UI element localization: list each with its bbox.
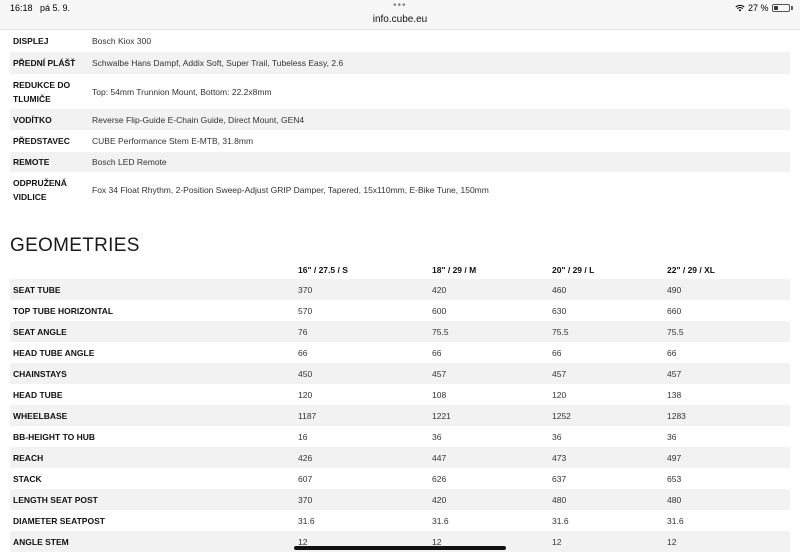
geometry-value: 31.6 <box>667 515 684 526</box>
geometry-value: 66 <box>298 347 308 358</box>
geometries-heading: GEOMETRIES <box>10 235 140 256</box>
geometry-value: 426 <box>298 452 313 463</box>
geometry-label: ANGLE STEM <box>13 536 69 547</box>
geometry-label: LENGTH SEAT POST <box>13 494 98 505</box>
geometry-rows <box>10 279 790 552</box>
spec-value: Reverse Flip-Guide E-Chain Guide, Direct Mount, GEN4 <box>92 114 305 125</box>
geometry-value: 120 <box>298 389 313 400</box>
geometry-value: 36 <box>432 431 442 442</box>
spec-row <box>10 173 790 208</box>
spec-row <box>10 31 790 52</box>
spec-value: Top: 54mm Trunnion Mount, Bottom: 22.2x8mm <box>92 86 272 97</box>
spec-value: CUBE Performance Stem E-MTB, 31.8mm <box>92 136 254 146</box>
spec-value: Bosch LED Remote <box>92 157 167 167</box>
geometry-value: 570 <box>298 305 313 316</box>
spec-row <box>10 152 790 173</box>
geometry-label: SEAT TUBE <box>13 284 61 295</box>
spec-row <box>10 131 790 152</box>
geometry-header-row <box>10 261 790 279</box>
geometry-value: 1221 <box>432 410 451 421</box>
geometry-label: BB-HEIGHT TO HUB <box>13 431 96 442</box>
geometry-value: 120 <box>552 389 567 400</box>
geometry-value: 31.6 <box>432 515 449 526</box>
table-row <box>10 300 790 321</box>
geometry-value: 1187 <box>298 410 317 421</box>
geometry-value: 66 <box>432 347 442 358</box>
address-bar[interactable]: info.cube.eu <box>372 14 428 25</box>
size-column-header: 18" / 29 / M <box>432 265 477 275</box>
spec-label: PŘEDNÍ PLÁŠŤ <box>13 58 76 68</box>
size-column-header: 20" / 29 / L <box>552 265 595 275</box>
table-row <box>10 342 790 363</box>
geometry-value: 75.5 <box>432 326 449 337</box>
geometry-value: 480 <box>667 494 682 505</box>
geometry-value: 76 <box>298 326 308 337</box>
geometry-value: 637 <box>552 473 567 484</box>
battery-tip <box>791 6 793 10</box>
table-row <box>10 384 790 405</box>
table-row <box>10 321 790 342</box>
spec-label: ODPRUŽENÁ VIDLICE <box>13 178 67 202</box>
spec-label: VODÍTKO <box>13 114 52 125</box>
geometry-label: CHAINSTAYS <box>13 368 67 379</box>
geometry-value: 75.5 <box>667 326 684 337</box>
spec-label: REDUKCE DO TLUMIČE <box>13 79 71 104</box>
spec-row <box>10 75 790 109</box>
spec-value: Schwalbe Hans Dampf, Addix Soft, Super Trail, Tubeless Easy, 2.6 <box>92 58 344 68</box>
geometry-value: 497 <box>667 452 682 463</box>
geometry-value: 31.6 <box>552 515 569 526</box>
battery-percent: 27 % <box>748 3 769 13</box>
geometry-label: SEAT ANGLE <box>13 326 67 337</box>
spec-label: DISPLEJ <box>13 36 49 46</box>
table-row <box>10 447 790 468</box>
spec-label: REMOTE <box>13 157 50 167</box>
geometry-value: 36 <box>552 431 562 442</box>
geometry-value: 630 <box>552 305 567 316</box>
geometry-value: 420 <box>432 494 447 505</box>
geometry-value: 660 <box>667 305 682 316</box>
geometry-label: REACH <box>13 452 44 463</box>
geometry-value: 1252 <box>552 410 571 421</box>
clock: 16:18 <box>10 3 33 13</box>
geometry-value: 36 <box>667 431 677 442</box>
geometry-value: 12 <box>552 536 562 547</box>
spec-table <box>10 31 790 208</box>
geometry-value: 450 <box>298 368 313 379</box>
geometry-value: 447 <box>432 452 447 463</box>
geometry-value: 653 <box>667 473 682 484</box>
geometry-label: WHEELBASE <box>13 410 68 421</box>
geometry-value: 490 <box>667 284 682 295</box>
table-row <box>10 510 790 531</box>
table-row <box>10 363 790 384</box>
geometry-value: 12 <box>667 536 677 547</box>
table-row <box>10 489 790 510</box>
geometry-value: 460 <box>552 284 567 295</box>
size-column-header: 16" / 27.5 / S <box>298 265 348 275</box>
spec-row <box>10 52 790 75</box>
geometry-value: 12 <box>298 536 308 547</box>
table-row <box>10 405 790 426</box>
geometry-value: 16 <box>298 431 308 442</box>
geometry-value: 1283 <box>667 410 686 421</box>
geometry-table <box>10 261 790 552</box>
geometry-label: HEAD TUBE ANGLE <box>13 347 95 358</box>
geometry-label: DIAMETER SEATPOST <box>13 515 105 526</box>
geometry-value: 370 <box>298 494 313 505</box>
wifi-icon <box>735 4 745 12</box>
geometry-value: 75.5 <box>552 326 569 337</box>
geometry-value: 370 <box>298 284 313 295</box>
geometry-value: 626 <box>432 473 447 484</box>
geometry-value: 66 <box>667 347 677 358</box>
battery-level <box>774 6 778 10</box>
table-row <box>10 426 790 447</box>
geometry-value: 480 <box>552 494 567 505</box>
geometry-value: 66 <box>552 347 562 358</box>
geometry-value: 473 <box>552 452 567 463</box>
geometry-label: TOP TUBE HORIZONTAL <box>13 305 114 316</box>
geometry-label: HEAD TUBE <box>13 389 63 400</box>
geometry-value: 31.6 <box>298 515 315 526</box>
geometry-value: 600 <box>432 305 447 316</box>
geometry-value: 457 <box>552 368 567 379</box>
geometry-value: 420 <box>432 284 447 295</box>
geometry-value: 138 <box>667 389 682 400</box>
geometry-label: STACK <box>13 473 42 484</box>
battery-icon <box>772 4 790 12</box>
geometry-value: 457 <box>667 368 682 379</box>
table-row <box>10 468 790 489</box>
geometry-value: 607 <box>298 473 313 484</box>
table-row <box>10 279 790 300</box>
spec-value: Bosch Kiox 300 <box>92 36 152 46</box>
geometry-value: 457 <box>432 368 447 379</box>
home-indicator[interactable] <box>294 546 506 550</box>
status-bar <box>0 0 800 30</box>
spec-label: PŘEDSTAVEC <box>13 136 70 146</box>
size-column-header: 22" / 29 / XL <box>667 265 715 275</box>
geometry-value: 12 <box>432 536 442 547</box>
date: pá 5. 9. <box>40 3 71 13</box>
spec-row <box>10 109 790 131</box>
spec-value: Fox 34 Float Rhythm, 2-Position Sweep-Adjust GRIP Damper, Tapered, 15x110mm, E-Bike Tune, 150mm <box>92 185 489 195</box>
more-dots-icon[interactable]: ••• <box>393 0 407 11</box>
geometry-value: 108 <box>432 389 447 400</box>
